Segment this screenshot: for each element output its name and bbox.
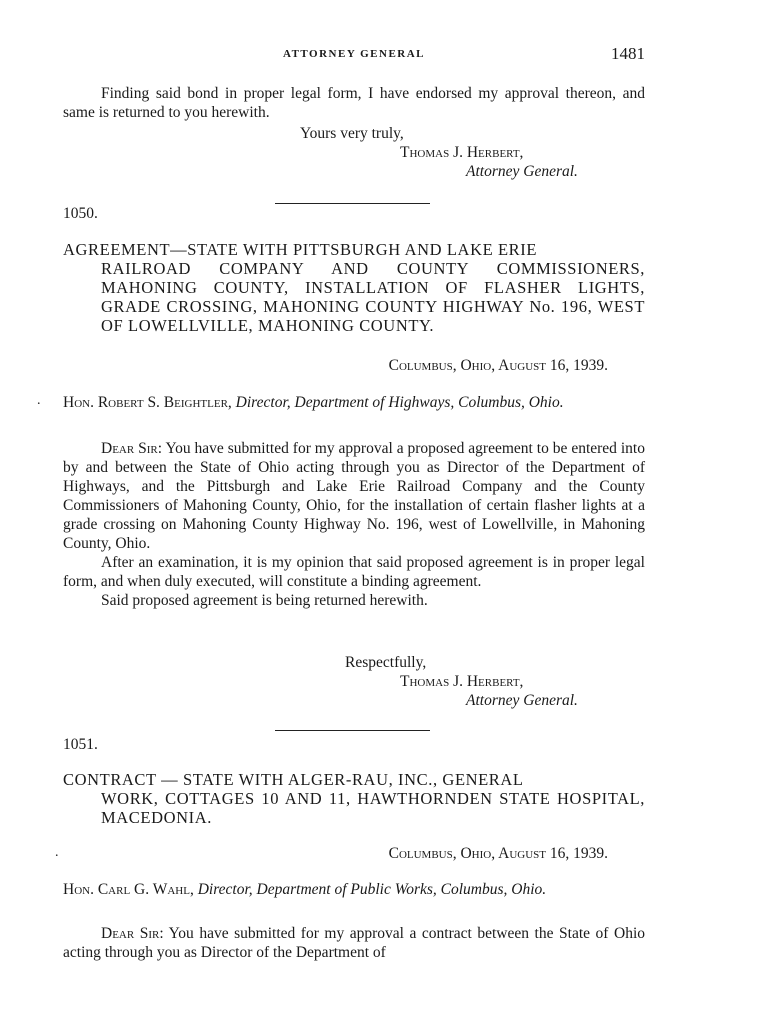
margin-dot: .: [55, 845, 59, 860]
opinion-1050-signer-title: Attorney General.: [466, 692, 578, 709]
section-divider: [275, 730, 430, 731]
caption-continuation: WORK, COTTAGES 10 AND 11, HAWTHORNDEN STATE HOSPITAL, MACEDONIA.: [101, 789, 645, 827]
addressee-title: Director, Department of Public Works, Columbus, Ohio.: [197, 881, 547, 898]
opinion-number-1050: 1050.: [63, 205, 98, 222]
running-title: ATTORNEY GENERAL: [282, 48, 426, 60]
top-signer-title: Attorney General.: [466, 163, 578, 180]
opinion-1051-dateline: Columbus, Ohio, August 16, 1939.: [388, 845, 608, 862]
opinion-1050-paragraph-1: [63, 439, 645, 553]
opinion-1050-dateline: Columbus, Ohio, August 16, 1939.: [388, 357, 608, 374]
top-paragraph: Finding said bond in proper legal form, I have endorsed my approval thereon, and same is returned to you herewith.: [63, 85, 645, 121]
page-number: 1481: [611, 44, 645, 63]
paragraph-1-text: You have submitted for my approval a contract between the State of Ohio acting through you as Director of the Department of: [63, 925, 646, 961]
opinion-1050-paragraph-3: Said proposed agreement is being returned herewith.: [101, 592, 428, 609]
opinion-1050-body: [63, 439, 645, 610]
opinion-1051-body: [63, 924, 645, 962]
opinion-1050-addressee: [63, 393, 645, 412]
page-header: [63, 44, 645, 68]
top-closing: Yours very truly,: [300, 125, 404, 142]
opinion-1051-addressee: [63, 880, 645, 899]
caption-first-line: CONTRACT — STATE WITH ALGER-RAU, INC., GENERAL: [63, 770, 524, 789]
addressee-name: Hon. Robert S. Beightler,: [63, 394, 232, 411]
section-divider: [275, 203, 430, 204]
opinion-1050-closing: Respectfully,: [345, 654, 427, 671]
opinion-1050-paragraph-2: After an examination, it is my opinion that said proposed agreement is in proper legal form, and when duly executed, will constitute a binding agreement.: [63, 554, 645, 590]
top-signer: Thomas J. Herbert,: [400, 144, 524, 161]
opinion-1050-signer: Thomas J. Herbert,: [400, 673, 524, 690]
top-paragraph-block: [63, 84, 645, 122]
paragraph-1-text: You have submitted for my approval a proposed agreement to be entered into by and between the State of Ohio acting through you as Director of the Department of Highways, and the Pittsburgh and Lake Erie Railroad Company and the County Commissioners of Mahoning County, Ohio, for the installation of certain flasher lights at a grade crossing on Mahoning County Highway No. 196, west of Lowellville, in Mahoning County, Ohio.: [63, 440, 645, 552]
salutation: Dear Sir:: [101, 925, 164, 942]
opinion-1051-caption: [63, 770, 645, 827]
opinion-number-1051: 1051.: [63, 736, 98, 753]
caption-first-line: AGREEMENT—STATE WITH PITTSBURGH AND LAKE ERIE: [63, 240, 538, 259]
salutation: Dear Sir:: [101, 440, 163, 457]
opinion-1051-paragraph-1: [63, 924, 645, 962]
addressee-name: Hon. Carl G. Wahl,: [63, 881, 194, 898]
margin-dot: .: [37, 393, 41, 408]
caption-continuation: RAILROAD COMPANY AND COUNTY COMMISSIONERS, MAHONING COUNTY, INSTALLATION OF FLASHER LIGHTS, GRADE CROSSING, MAHONING COUNTY HIGHWAY No. 196, WEST OF LOWELLVILLE, MAHONING COUNTY.: [101, 259, 645, 335]
opinion-1050-caption: [63, 240, 645, 335]
addressee-title: Director, Department of Highways, Columbus, Ohio.: [235, 394, 564, 411]
